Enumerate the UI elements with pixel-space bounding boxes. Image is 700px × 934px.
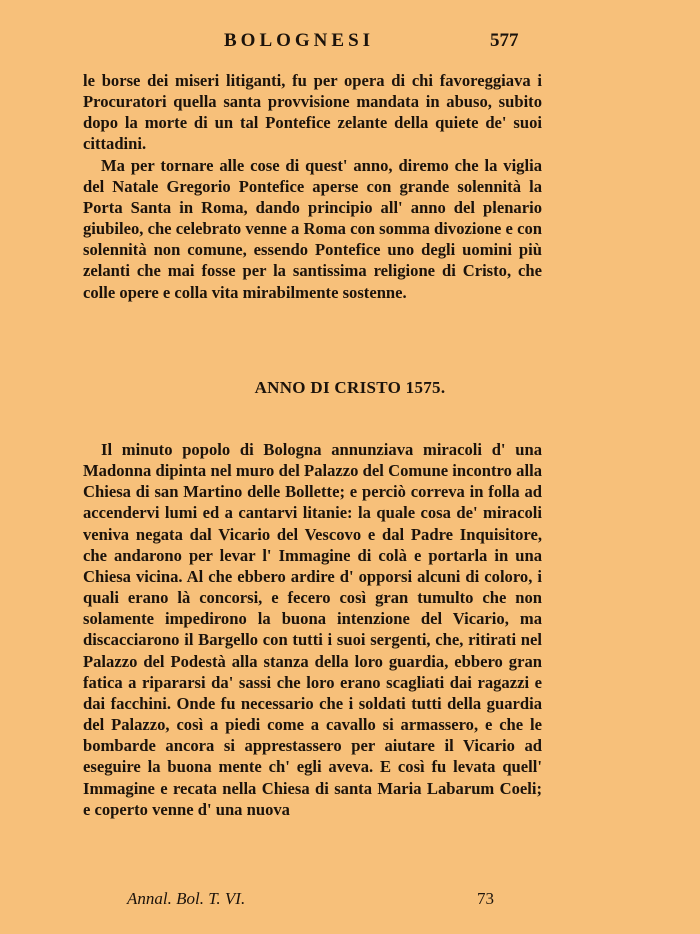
text-block-top bbox=[83, 70, 542, 303]
page-number: 577 bbox=[490, 30, 519, 51]
paragraph-continuation: le borse dei miseri litiganti, fu per opera di chi favoreggiava i Procuratori quella santa provvisione mandata in abuso, subito dopo la morte di un tal Pontefice zelante della quiete de' suoi cittadini. bbox=[83, 71, 542, 154]
signature-line bbox=[0, 889, 700, 913]
section-heading: ANNO DI CRISTO 1575. bbox=[254, 378, 446, 397]
signature-label: Annal. Bol. T. VI. bbox=[127, 889, 246, 908]
paragraph-madonna: Il minuto popolo di Bologna annunziava miracoli d' una Madonna dipinta nel muro del Palazzo del Comune incontro alla Chiesa di san Martino delle Bollette; e perciò correva in folla ad accendervi lumi ed a cantarvi litanie: la quale cosa de' miracoli veniva negata dal Vicario del Vescovo e dal Padre Inquisitore, che andarono per levar l' Immagine di colà e portarla in una Chiesa vicina. Al che ebbero ardire d' opporsi alcuni di coloro, i quali erano là concorsi, e fecero così gran tumulto che non solamente impedirono la buona intenzione del Vicario, ma discacciarono il Bargello con tutti i suoi sergenti, che, ritirati nel Palazzo del Podestà alla stanza della loro guardia, ebbero gran fatica a ripararsi da' sassi che loro erano scagliati dai ragazzi e dai facchini. Onde fu necessario che i soldati tutti della guardia del Palazzo, così a piedi come a cavallo si armassero, e che le bombarde ancora si apprestassero per aiutare il Vicario ad eseguire la buona mente ch' egli aveva. E così fu levata quell' Immagine e recata nella Chiesa di santa Maria Labarum Coeli; e coperto venne d' una nuova bbox=[83, 440, 542, 819]
text-block-main bbox=[83, 439, 542, 820]
paragraph-jubilee: Ma per tornare alle cose di quest' anno, diremo che la viglia del Natale Gregorio Pontefice aperse con grande solennità la Porta Santa in Roma, dando principio all' anno del plenario giubileo, che celebrato venne a Roma con somma divozione e con solennità non comune, essendo Pontefice uno degli uomini più zelanti che mai fosse per la santissima religione di Cristo, che colle opere e colla vita mirabilmente sostenne. bbox=[83, 155, 542, 302]
running-title: BOLOGNESI bbox=[224, 30, 375, 51]
running-head bbox=[0, 30, 700, 56]
signature-mark: 73 bbox=[477, 889, 494, 908]
